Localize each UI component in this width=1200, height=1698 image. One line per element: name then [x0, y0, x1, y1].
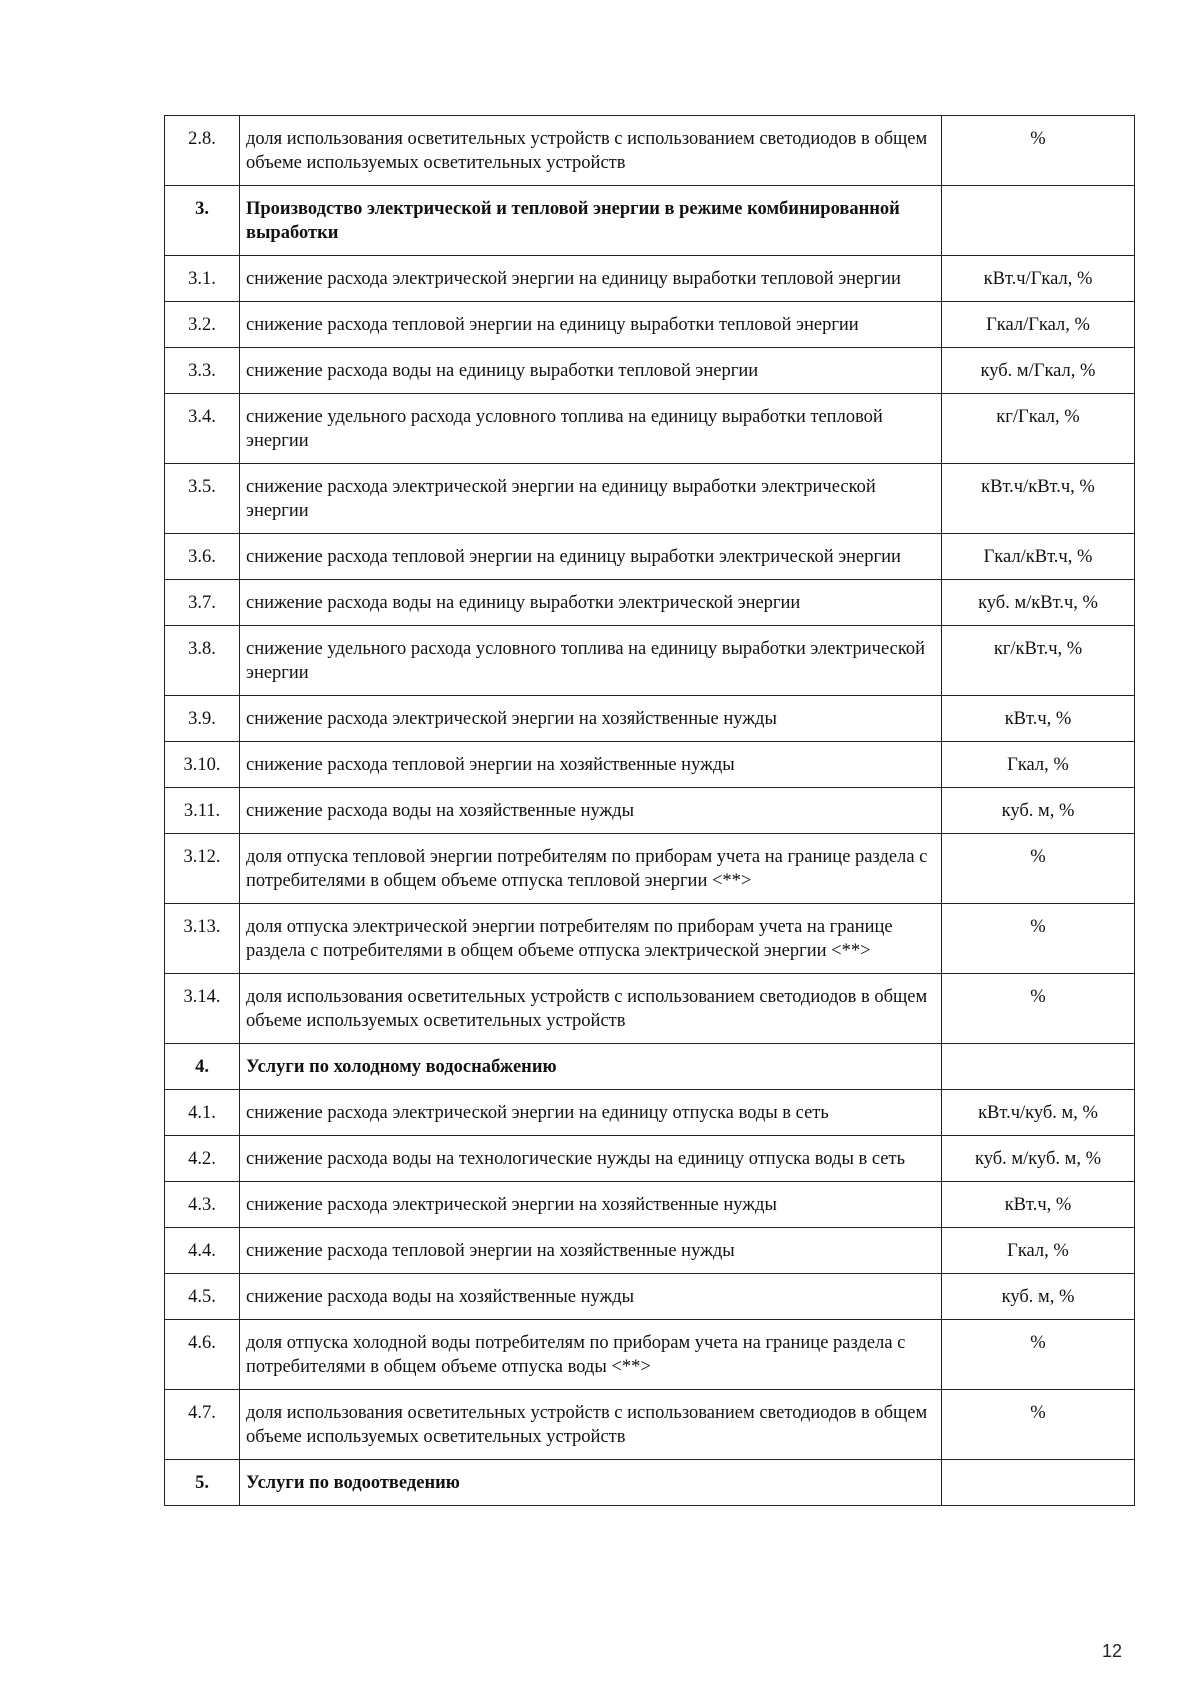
row-number: 4.3. — [165, 1182, 240, 1228]
row-number: 3.14. — [165, 974, 240, 1044]
indicator-name: снижение расхода электрической энергии на единицу отпуска воды в сеть — [240, 1090, 942, 1136]
section-title: Производство электрической и тепловой энергии в режиме комбинированной выработки — [240, 186, 942, 256]
unit-cell: % — [942, 116, 1135, 186]
row-number: 3.7. — [165, 580, 240, 626]
table-row — [165, 348, 1135, 394]
table-row — [165, 464, 1135, 534]
unit-cell: кВт.ч/кВт.ч, % — [942, 464, 1135, 534]
row-number: 4.5. — [165, 1274, 240, 1320]
unit-cell — [942, 1044, 1135, 1090]
row-number: 3.5. — [165, 464, 240, 534]
unit-cell: кг/Гкал, % — [942, 394, 1135, 464]
indicator-name: снижение расхода воды на единицу выработки тепловой энергии — [240, 348, 942, 394]
indicator-name: снижение удельного расхода условного топлива на единицу выработки электрической энергии — [240, 626, 942, 696]
indicator-name: снижение расхода электрической энергии на единицу выработки тепловой энергии — [240, 256, 942, 302]
row-number: 4. — [165, 1044, 240, 1090]
row-number: 3.2. — [165, 302, 240, 348]
table-row — [165, 1228, 1135, 1274]
section-row — [165, 1044, 1135, 1090]
row-number: 3.11. — [165, 788, 240, 834]
table-row — [165, 394, 1135, 464]
unit-cell: куб. м/Гкал, % — [942, 348, 1135, 394]
unit-cell: Гкал, % — [942, 1228, 1135, 1274]
section-title: Услуги по холодному водоснабжению — [240, 1044, 942, 1090]
indicator-name: снижение расхода тепловой энергии на хозяйственные нужды — [240, 1228, 942, 1274]
unit-cell: % — [942, 1320, 1135, 1390]
row-number: 4.4. — [165, 1228, 240, 1274]
indicator-name: доля использования осветительных устройств с использованием светодиодов в общем объеме используемых осветительных устройств — [240, 974, 942, 1044]
table-row — [165, 580, 1135, 626]
row-number: 3.6. — [165, 534, 240, 580]
table-row — [165, 1390, 1135, 1460]
table-row — [165, 1182, 1135, 1228]
indicator-name: доля использования осветительных устройств с использованием светодиодов в общем объеме используемых осветительных устройств — [240, 116, 942, 186]
table-row — [165, 742, 1135, 788]
unit-cell: куб. м, % — [942, 788, 1135, 834]
table-row — [165, 626, 1135, 696]
unit-cell — [942, 1460, 1135, 1506]
row-number: 4.6. — [165, 1320, 240, 1390]
row-number: 3.9. — [165, 696, 240, 742]
indicator-name: снижение удельного расхода условного топлива на единицу выработки тепловой энергии — [240, 394, 942, 464]
indicator-name: доля отпуска электрической энергии потребителям по приборам учета на границе раздела с потребителями в общем объеме отпуска электрической энергии <**> — [240, 904, 942, 974]
unit-cell: Гкал/Гкал, % — [942, 302, 1135, 348]
unit-cell: кВт.ч/Гкал, % — [942, 256, 1135, 302]
page-number: 12 — [1101, 1641, 1122, 1661]
unit-cell: Гкал, % — [942, 742, 1135, 788]
table-row — [165, 1320, 1135, 1390]
table-row — [165, 256, 1135, 302]
row-number: 4.7. — [165, 1390, 240, 1460]
table-row — [165, 696, 1135, 742]
unit-cell — [942, 186, 1135, 256]
unit-cell: кВт.ч, % — [942, 696, 1135, 742]
indicator-name: снижение расхода электрической энергии на хозяйственные нужды — [240, 696, 942, 742]
table-row — [165, 1136, 1135, 1182]
row-number: 5. — [165, 1460, 240, 1506]
row-number: 3.12. — [165, 834, 240, 904]
row-number: 3.3. — [165, 348, 240, 394]
indicator-name: снижение расхода тепловой энергии на хозяйственные нужды — [240, 742, 942, 788]
row-number: 3.13. — [165, 904, 240, 974]
unit-cell: куб. м, % — [942, 1274, 1135, 1320]
table-row — [165, 1274, 1135, 1320]
unit-cell: Гкал/кВт.ч, % — [942, 534, 1135, 580]
indicator-name: снижение расхода воды на технологические нужды на единицу отпуска воды в сеть — [240, 1136, 942, 1182]
indicator-name: снижение расхода электрической энергии на хозяйственные нужды — [240, 1182, 942, 1228]
table-row — [165, 788, 1135, 834]
table-row — [165, 534, 1135, 580]
table-row — [165, 302, 1135, 348]
row-number: 3.1. — [165, 256, 240, 302]
indicators-table — [164, 115, 1135, 1506]
indicator-name: доля отпуска тепловой энергии потребителям по приборам учета на границе раздела с потребителями в общем объеме отпуска тепловой энергии <**> — [240, 834, 942, 904]
unit-cell: % — [942, 834, 1135, 904]
unit-cell: куб. м/куб. м, % — [942, 1136, 1135, 1182]
indicator-name: снижение расхода воды на хозяйственные нужды — [240, 1274, 942, 1320]
indicator-name: снижение расхода воды на хозяйственные нужды — [240, 788, 942, 834]
table-row — [165, 834, 1135, 904]
table-row — [165, 974, 1135, 1044]
indicator-name: снижение расхода воды на единицу выработки электрической энергии — [240, 580, 942, 626]
unit-cell: кВт.ч, % — [942, 1182, 1135, 1228]
section-row — [165, 1460, 1135, 1506]
indicator-name: доля отпуска холодной воды потребителям по приборам учета на границе раздела с потребителями в общем объеме отпуска воды <**> — [240, 1320, 942, 1390]
section-row — [165, 186, 1135, 256]
row-number: 3. — [165, 186, 240, 256]
unit-cell: кг/кВт.ч, % — [942, 626, 1135, 696]
section-title: Услуги по водоотведению — [240, 1460, 942, 1506]
row-number: 4.1. — [165, 1090, 240, 1136]
indicator-name: снижение расхода электрической энергии на единицу выработки электрической энергии — [240, 464, 942, 534]
unit-cell: кВт.ч/куб. м, % — [942, 1090, 1135, 1136]
row-number: 3.4. — [165, 394, 240, 464]
indicator-name: снижение расхода тепловой энергии на единицу выработки электрической энергии — [240, 534, 942, 580]
row-number: 3.10. — [165, 742, 240, 788]
table-row — [165, 116, 1135, 186]
unit-cell: % — [942, 1390, 1135, 1460]
row-number: 2.8. — [165, 116, 240, 186]
unit-cell: % — [942, 974, 1135, 1044]
unit-cell: % — [942, 904, 1135, 974]
table-row — [165, 904, 1135, 974]
unit-cell: куб. м/кВт.ч, % — [942, 580, 1135, 626]
indicator-name: снижение расхода тепловой энергии на единицу выработки тепловой энергии — [240, 302, 942, 348]
row-number: 3.8. — [165, 626, 240, 696]
table-row — [165, 1090, 1135, 1136]
indicators-table-body — [165, 116, 1135, 1506]
indicator-name: доля использования осветительных устройств с использованием светодиодов в общем объеме используемых осветительных устройств — [240, 1390, 942, 1460]
row-number: 4.2. — [165, 1136, 240, 1182]
